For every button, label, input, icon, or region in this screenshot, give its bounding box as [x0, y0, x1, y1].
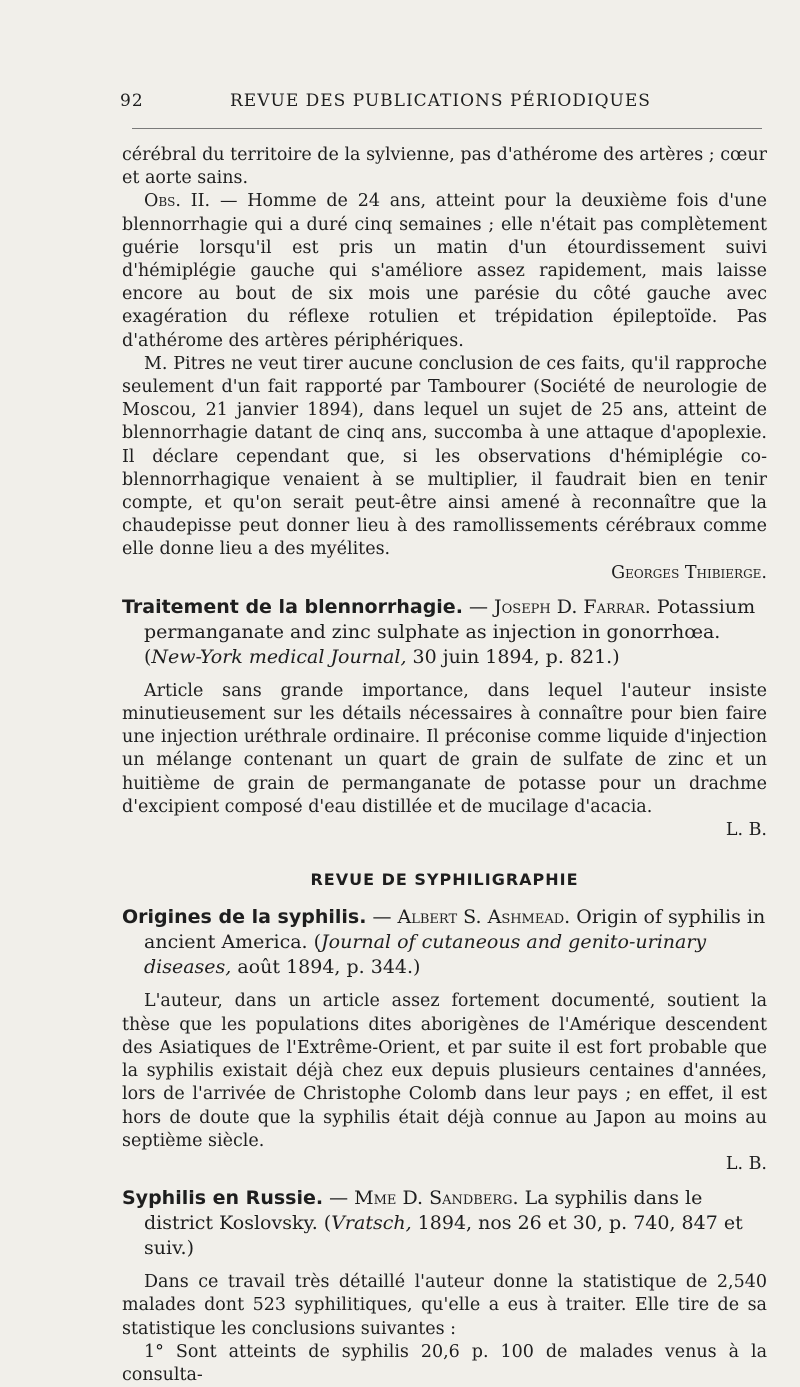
entry-journal: New-York medical Journal,: [151, 645, 407, 668]
signature: L. B.: [725, 1153, 767, 1174]
paragraph: Article sans grande importance, dans lequel l'auteur insiste minutieusement sur les détails nécessaires à connaître pour bien faire une injection uréthrale ordinaire. Il préconise comme liquide d'injection un mélange contenant un quart de grain de sulfate de zinc et un huitième de grain de permanganate de potasse pour un drachme d'excipient composé d'eau distillée et de mucilage d'acacia.: [122, 680, 767, 817]
review-entry-heading: [122, 1186, 767, 1261]
entry-head: Origines de la syphilis.: [122, 906, 367, 929]
section-title: REVUE DE SYPHILIGRAPHIE: [310, 870, 579, 890]
paragraph: Dans ce travail très détaillé l'auteur donne la statistique de 2,540 malades dont 523 syphilitiques, qu'elle a eus à traiter. Elle tire de sa statistique les conclusions suivantes :: [122, 1272, 767, 1339]
paragraph: cérébral du territoire de la sylvienne, pas d'athérome des artères ; cœur et aorte sains.: [122, 145, 767, 189]
header-rule: [132, 128, 762, 129]
paragraph: L'auteur, dans un article assez fortement documenté, soutient la thèse que les populations dites aborigènes de l'Amérique descendent des Asiatiques de l'Extrême-Orient, et par suite il est fort probable que la syphilis existait déjà chez eux depuis plusieurs centaines d'années, lors de l'arrivée de Christophe Colomb dans leur pays ; en effet, il est hors de doute que la syphilis était déjà connue au Japon au moins au septième siècle.: [122, 991, 767, 1151]
entry-ref: 30 juin 1894, p. 821.): [406, 645, 620, 668]
entry-journal: Journal of cutaneous and genito-urinary diseases,: [144, 931, 707, 979]
review-entry-heading: [122, 905, 767, 980]
entry-author: — Albert S. Ashmead.: [372, 906, 571, 929]
entry-author: — Mme D. Sandberg.: [329, 1187, 519, 1210]
paragraph-text: — Homme de 24 ans, atteint pour la deuxième fois d'une blennorrhagie qui a duré cinq semaines ; elle n'était pas complètement guérie lorsqu'il est pris un matin d'un étourdissement suivi d'hémiplégie gauche qui s'améliore assez rapidement, mais laisse encore au bout de six mois une parésie du côté gauche avec exagération du réflexe rotulien et trépidation épileptoïde. Pas d'athérome des artères périphériques.: [122, 191, 767, 351]
running-head: [120, 91, 765, 115]
entry-title: La syphilis dans le district Koslovsky. (: [144, 1187, 703, 1235]
obs-label: Obs. II.: [144, 191, 211, 212]
article-body: [122, 144, 767, 1387]
entry-author: — Joseph D. Farrar.: [468, 595, 651, 618]
entry-title: Origin of syphilis in ancient America. (: [144, 906, 766, 954]
paragraph: [122, 190, 767, 352]
page-number: 92: [120, 91, 144, 111]
entry-head: Traitement de la blennorrhagie.: [122, 595, 463, 618]
entry-head: Syphilis en Russie.: [122, 1187, 324, 1210]
signature: Georges Thibierge.: [611, 562, 767, 583]
list-item: 1° Sont atteints de syphilis 20,6 p. 100 de malades venus à la consulta-: [122, 1341, 767, 1385]
review-entry-heading: [122, 595, 767, 670]
signature: L. B.: [725, 820, 767, 841]
paragraph: M. Pitres ne veut tirer aucune conclusion de ces faits, qu'il rapproche seulement d'un fait rapporté par Tambourer (Société de neurologie de Moscou, 21 janvier 1894), dans lequel un sujet de 25 ans, atteint de blennorrhagie datant de cinq ans, succomba à une attaque d'apoplexie. Il déclare cependant que, si les observations d'hémiplégie co-blennorrhagique venaient à se multiplier, il faudrait bien en tenir compte, et qu'on serait peut-être ainsi amené à reconnaître que la chaudepisse peut donner lieu à des ramollissements cérébraux comme elle donne lieu a des myélites.: [122, 353, 767, 560]
entry-title: Potassium permanganate and zinc sulphate as injection in gonorrhœa. (: [144, 595, 756, 668]
entry-journal: Vratsch,: [331, 1212, 412, 1235]
running-title: REVUE DES PUBLICATIONS PÉRIODIQUES: [230, 91, 651, 111]
entry-ref: août 1894, p. 344.): [231, 956, 421, 979]
entry-ref: 1894, nos 26 et 30, p. 740, 847 et suiv.): [144, 1212, 743, 1260]
